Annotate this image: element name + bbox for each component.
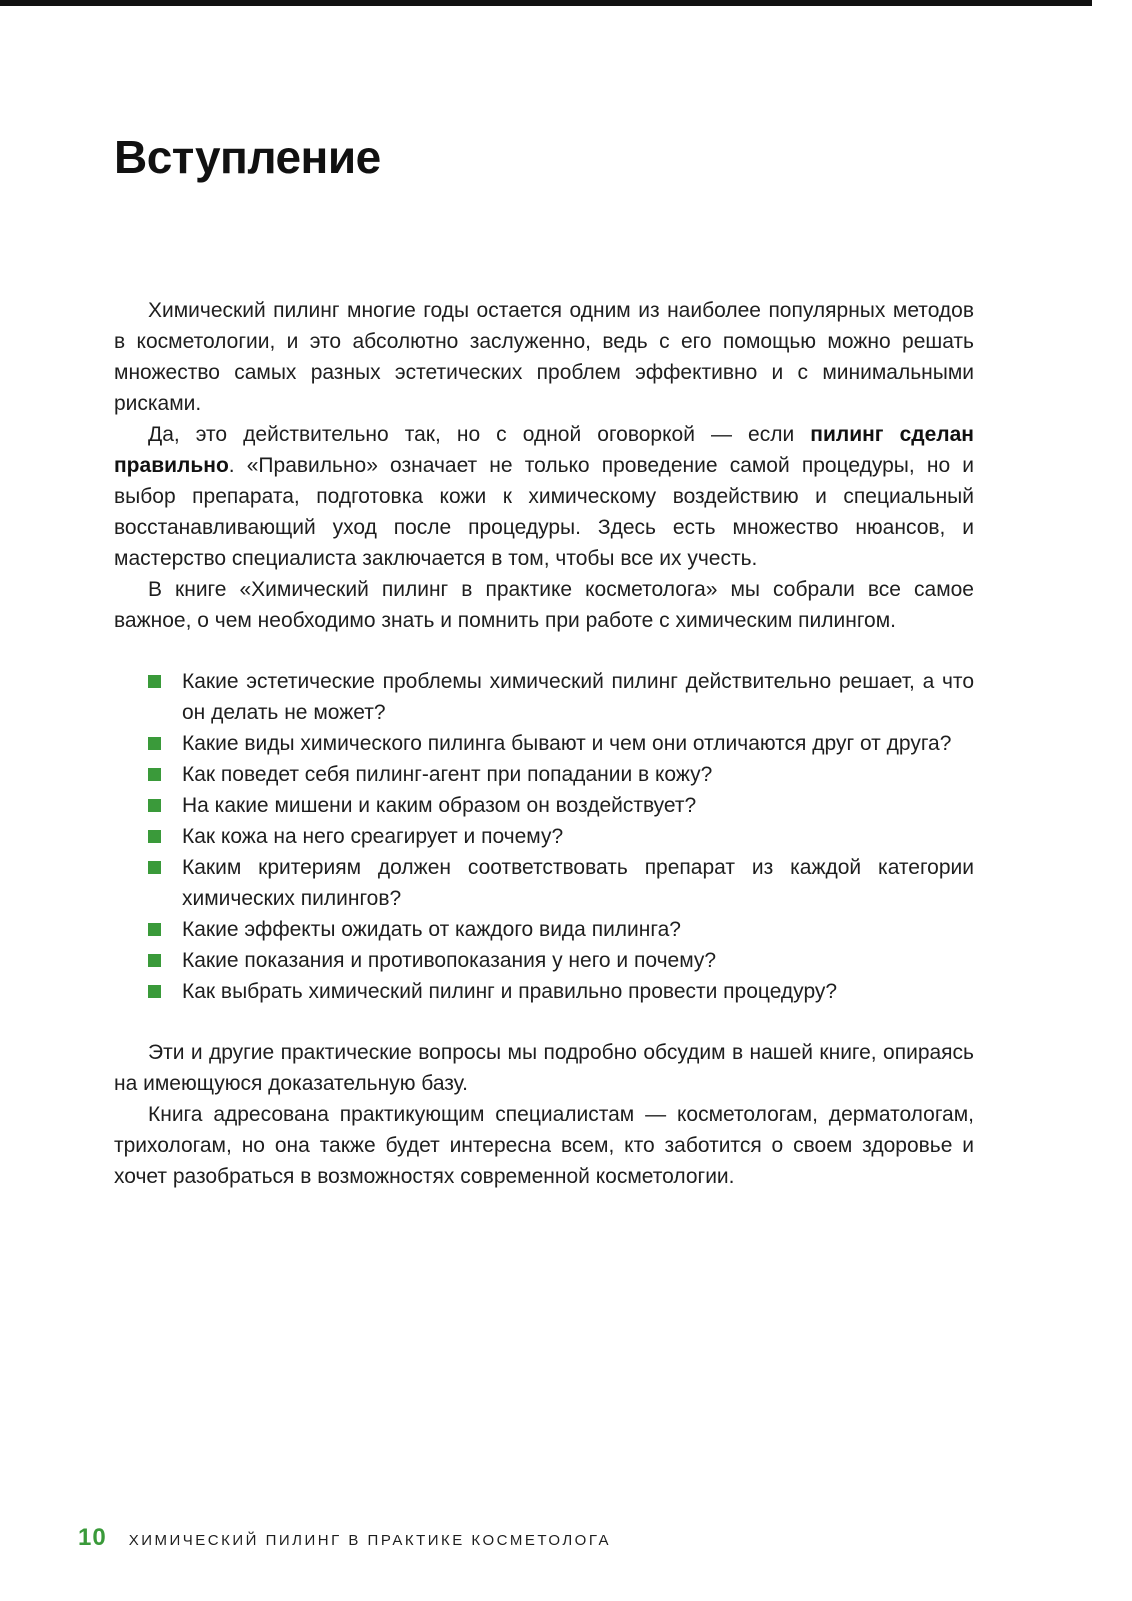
green-square-bullet-icon: [148, 954, 161, 967]
list-item: [148, 666, 974, 728]
list-item-text: Как выбрать химический пилинг и правильно провести процедуру?: [182, 980, 838, 1003]
green-square-bullet-icon: [148, 985, 161, 998]
running-title: ХИМИЧЕСКИЙ ПИЛИНГ В ПРАКТИКЕ КОСМЕТОЛОГА: [128, 1532, 611, 1549]
list-item-text: Какие виды химического пилинга бывают и чем они отличаются друг от друга?: [182, 732, 952, 755]
chapter-body: [114, 295, 974, 1192]
top-rule: [0, 0, 1092, 6]
paragraph-text: В книге «Химический пилинг в практике косметолога» мы собрали все самое важное, о чем необходимо знать и помнить при работе с химическим пилингом.: [114, 578, 974, 632]
intro-paragraph-1: [114, 295, 974, 419]
list-item-text: На какие мишени и каким образом он воздействует?: [182, 794, 697, 817]
closing-paragraph-1: Эти и другие практические вопросы мы подробно обсудим в нашей книге, опираясь на имеющуюся доказательную базу.: [114, 1041, 974, 1095]
list-item-text: Какие показания и противопоказания у него и почему?: [182, 949, 717, 972]
paragraph-text: Да, это действительно так, но с одной оговоркой — если: [148, 423, 811, 446]
green-square-bullet-icon: [148, 737, 161, 750]
paragraph-text: Химический пилинг многие годы остается одним из наиболее популярных методов в косметологии, и это абсолютно заслуженно, ведь с его помощью можно решать множество самых разных эстетических проблем эффективно и с минимальными рисками.: [114, 299, 974, 415]
intro-paragraph-3: [114, 574, 974, 636]
intro-paragraph-2: [114, 419, 974, 574]
list-item: [148, 914, 974, 945]
list-item-text: Как кожа на него среагирует и почему?: [182, 825, 564, 848]
chapter-title: Вступление: [114, 131, 381, 183]
list-item: [148, 945, 974, 976]
green-square-bullet-icon: [148, 675, 161, 688]
list-item-text: Какие эстетические проблемы химический пилинг действительно решает, а что он делать не может?: [182, 670, 974, 724]
emphasis-text: пилинг сделан правильно: [114, 423, 974, 477]
page-number: 10: [78, 1524, 107, 1551]
closing-paragraph-2: Книга адресована практикующим специалистам — косметологам, дерматологам, трихологам, но она также будет интересна всем, кто заботится о своем здоровье и хочет разобраться в возможностях современной косметологии.: [114, 1103, 974, 1188]
paragraph-text: . «Правильно» означает не только проведение самой процедуры, но и выбор препарата, подготовка кожи к химическому воздействию и специальный восстанавливающий уход после процедуры. Здесь есть множество нюансов, и мастерство специалиста заключается в том, чтобы все их учесть.: [114, 454, 974, 570]
list-item: [148, 821, 974, 852]
green-square-bullet-icon: [148, 830, 161, 843]
list-item: [148, 976, 974, 1007]
list-item: [148, 790, 974, 821]
list-item-text: Как поведет себя пилинг-агент при попадании в кожу?: [182, 763, 713, 786]
green-square-bullet-icon: [148, 923, 161, 936]
list-item: [148, 759, 974, 790]
list-item: [148, 852, 974, 914]
green-square-bullet-icon: [148, 861, 161, 874]
green-square-bullet-icon: [148, 799, 161, 812]
list-item: [148, 728, 974, 759]
green-square-bullet-icon: [148, 768, 161, 781]
questions-list: [114, 666, 974, 1007]
list-item-text: Какие эффекты ожидать от каждого вида пилинга?: [182, 918, 681, 941]
list-item-text: Каким критериям должен соответствовать препарат из каждой категории химических пилингов?: [182, 856, 974, 910]
page-footer: [78, 1524, 611, 1552]
